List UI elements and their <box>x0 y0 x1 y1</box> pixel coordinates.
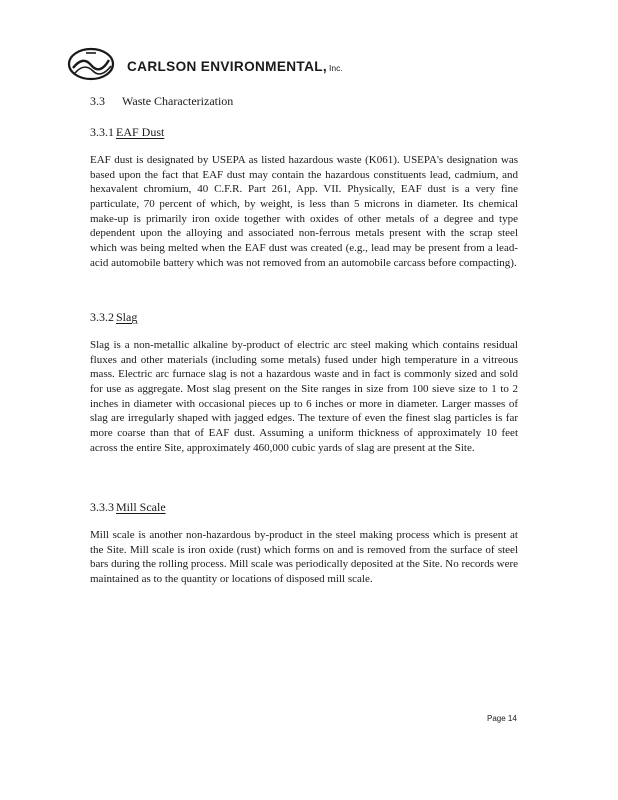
subsection-title: Slag <box>116 310 138 324</box>
company-suffix: Inc. <box>329 63 343 73</box>
subsection-heading-eaf-dust <box>90 125 164 140</box>
paragraph-mill-scale: Mill scale is another non-hazardous by-product in the steel making process which is present at the Site. Mill scale is iron oxide (rust) which forms on and is removed from the surface of steel bars during the rolling process. Mill scale was periodically deposited at the Site. No records were maintained as to the quantity or locations of disposed mill scale. <box>90 529 518 585</box>
company-name <box>127 59 343 74</box>
subsection-title: Mill Scale <box>116 500 166 514</box>
paragraph-slag: Slag is a non-metallic alkaline by-product of electric arc steel making which contains residual fluxes and other materials (including some metals) fused under high temperature in a vitreous mass. Electric arc furnace slag is not a hazardous waste and in fact is commonly sized and sold for use as aggregate. Most slag present on the Site ranges in size from 100 sieve size to 1 to 2 inches in diameter with occasional pieces up to 6 inches or more in diameter. Larger masses of slag are irregularly shaped with jagged edges. The texture of even the finest slag particles is far more coarse than that of EAF dust. Assuming a uniform thickness of approximately 10 feet across the entire Site, approximately 460,000 cubic yards of slag are present at the Site. <box>90 339 518 454</box>
company-name-text: CARLSON ENVIRONMENTAL, <box>127 59 328 74</box>
paragraph-eaf-dust: EAF dust is designated by USEPA as listed hazardous waste (K061). USEPA's designation was based upon the fact that EAF dust may contain the hazardous constituents lead, cadmium, and hexavalent chromium, 40 C.F.R. Part 261, App. VII. Physically, EAF dust is a very fine particulate, 70 percent of which, by weight, is less than 5 microns in diameter. Its chemical make-up is primarily iron oxide together with oxides of other metals of a degree and type dependent upon the alloying and associated non-ferrous metals present with the scrap steel which was being melted when the EAF dust was created (e.g., lead may be present from a lead-acid automobile battery which was not removed from an automobile carcass before compacting). <box>90 154 518 269</box>
subsection-heading-mill-scale <box>90 500 166 515</box>
subsection-number: 3.3.1 <box>90 125 114 139</box>
section-heading <box>90 94 233 109</box>
company-logo-icon <box>66 45 116 83</box>
subsection-title: EAF Dust <box>116 125 165 139</box>
page-number: Page 14 <box>487 714 517 723</box>
subsection-number: 3.3.2 <box>90 310 114 324</box>
subsection-heading-slag <box>90 310 137 325</box>
section-number: 3.3 <box>90 94 105 108</box>
subsection-number: 3.3.3 <box>90 500 114 514</box>
section-title: Waste Characterization <box>122 94 234 108</box>
